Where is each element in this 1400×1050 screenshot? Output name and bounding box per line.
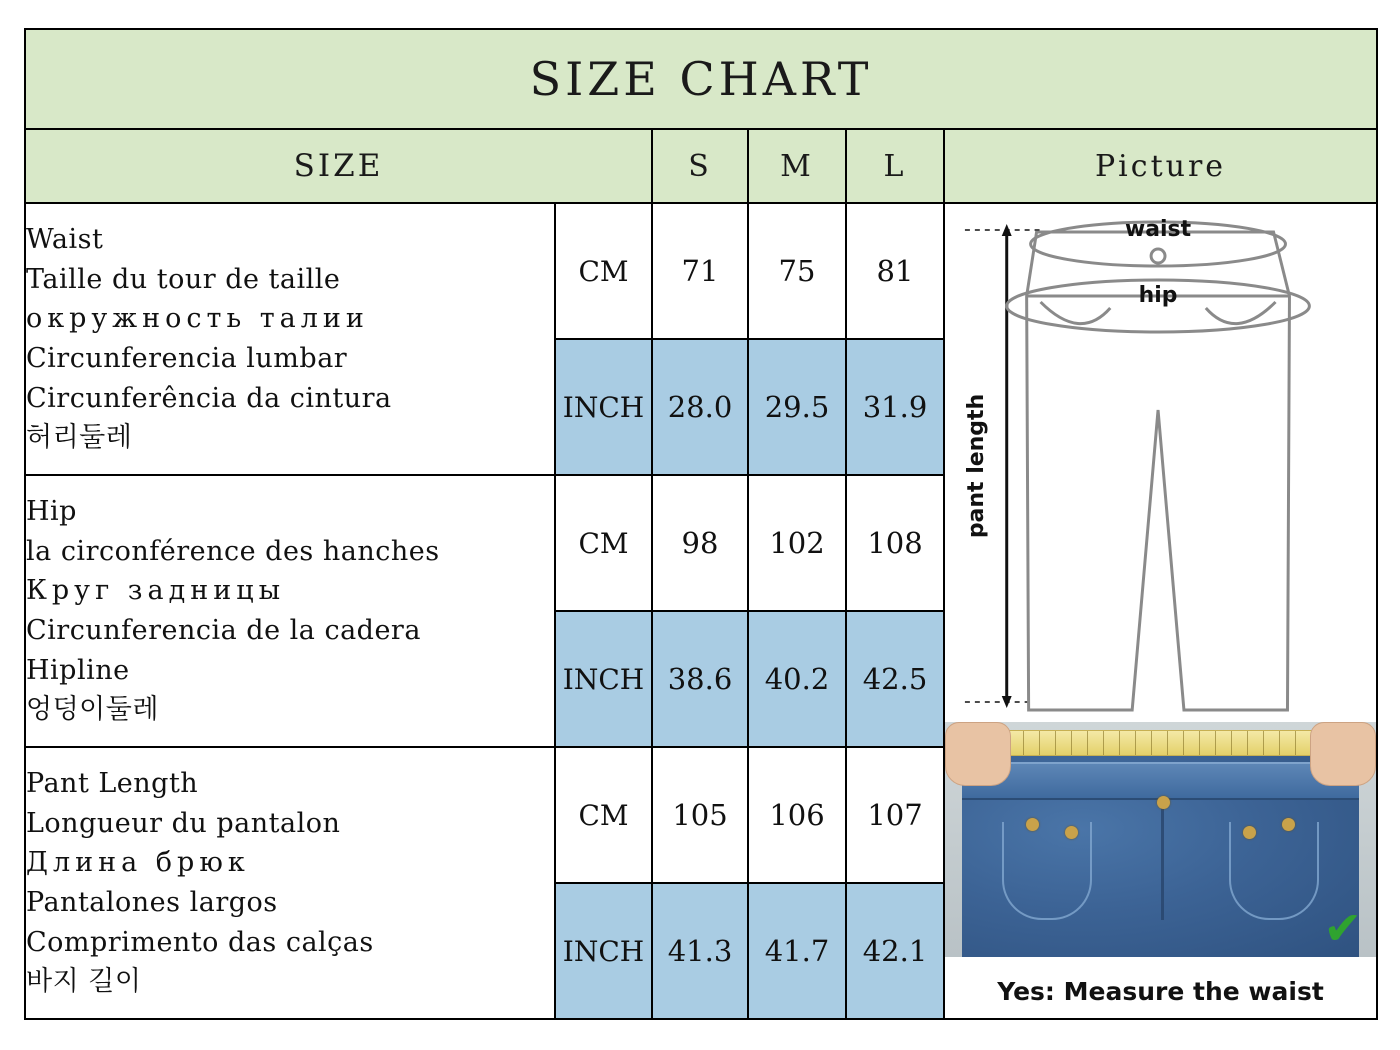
jeans-rivet-right2 bbox=[1243, 826, 1256, 839]
header-row bbox=[25, 129, 1377, 203]
unit-inch: INCH bbox=[555, 339, 652, 475]
photo-caption: Yes: Measure the waist bbox=[997, 977, 1324, 1006]
jeans-photo bbox=[962, 744, 1359, 957]
label-line: Longueur du pantalon bbox=[26, 807, 341, 839]
unit-cm: CM bbox=[555, 475, 652, 611]
label-line: Hip bbox=[26, 495, 77, 527]
label-line: Comprimento das calças bbox=[26, 926, 374, 958]
row-label-pant-length bbox=[25, 747, 555, 1019]
unit-cm: CM bbox=[555, 747, 652, 883]
header-size-m: M bbox=[748, 129, 846, 203]
hand-left bbox=[945, 722, 1011, 786]
picture-cell bbox=[944, 203, 1377, 1019]
check-icon: ✔ bbox=[1323, 901, 1363, 955]
value-cell: 106 bbox=[748, 747, 846, 883]
label-line: 바지 길이 bbox=[26, 966, 142, 998]
label-line: Circunferência da cintura bbox=[26, 382, 392, 414]
value-cell: 107 bbox=[846, 747, 944, 883]
row-label-waist bbox=[25, 203, 555, 475]
value-cell: 41.3 bbox=[652, 883, 748, 1019]
value-cell: 105 bbox=[652, 747, 748, 883]
label-line: Taille du tour de taille bbox=[26, 263, 341, 295]
page-title: SIZE CHART bbox=[25, 29, 1377, 129]
table-row bbox=[25, 203, 1377, 339]
value-cell: 28.0 bbox=[652, 339, 748, 475]
jeans-pocket-right bbox=[1229, 822, 1319, 920]
label-line: Круг задницы bbox=[26, 575, 286, 607]
pants-diagram bbox=[945, 210, 1376, 722]
pant-length-label: pant length bbox=[963, 393, 989, 539]
value-cell: 29.5 bbox=[748, 339, 846, 475]
header-picture: Picture bbox=[944, 129, 1377, 203]
value-cell: 40.2 bbox=[748, 611, 846, 747]
value-cell: 98 bbox=[652, 475, 748, 611]
picture-inner bbox=[945, 210, 1376, 1012]
value-cell: 75 bbox=[748, 203, 846, 339]
label-line: Circunferencia de la cadera bbox=[26, 615, 421, 646]
jeans-fly bbox=[1161, 800, 1164, 920]
unit-cm: CM bbox=[555, 203, 652, 339]
label-line: окружность талии bbox=[26, 303, 369, 335]
label-line: 허리둘레 bbox=[26, 422, 133, 454]
row-label-hip bbox=[25, 475, 555, 747]
value-cell: 38.6 bbox=[652, 611, 748, 747]
unit-inch: INCH bbox=[555, 883, 652, 1019]
label-line: Waist bbox=[26, 223, 104, 255]
label-line: Длина брюк bbox=[26, 847, 250, 879]
value-cell: 41.7 bbox=[748, 883, 846, 1019]
jeans-pocket-left bbox=[1002, 822, 1092, 920]
value-cell: 108 bbox=[846, 475, 944, 611]
label-line: 엉덩이둘레 bbox=[26, 694, 159, 726]
hand-right bbox=[1310, 722, 1376, 786]
waist-label: waist bbox=[1125, 216, 1192, 243]
header-size: SIZE bbox=[25, 129, 652, 203]
tape-ticks bbox=[959, 731, 1364, 755]
value-cell: 81 bbox=[846, 203, 944, 339]
pants-diagram-svg bbox=[945, 210, 1376, 722]
value-cell: 42.5 bbox=[846, 611, 944, 747]
value-cell: 31.9 bbox=[846, 339, 944, 475]
header-size-s: S bbox=[652, 129, 748, 203]
title-row bbox=[25, 29, 1377, 129]
value-cell: 102 bbox=[748, 475, 846, 611]
label-line: Circunferencia lumbar bbox=[26, 343, 348, 374]
value-cell: 42.1 bbox=[846, 883, 944, 1019]
measure-photo bbox=[945, 722, 1376, 1012]
unit-inch: INCH bbox=[555, 611, 652, 747]
photo-image bbox=[945, 722, 1376, 957]
label-line: Pant Length bbox=[26, 767, 199, 799]
jeans-rivet-left bbox=[1026, 818, 1039, 831]
header-size-l: L bbox=[846, 129, 944, 203]
hip-label: hip bbox=[1138, 282, 1178, 309]
label-line: Pantalones largos bbox=[26, 887, 278, 918]
measuring-tape bbox=[958, 730, 1365, 756]
value-cell: 71 bbox=[652, 203, 748, 339]
label-line: la circonférence des hanches bbox=[26, 535, 440, 567]
label-line: Hipline bbox=[26, 654, 130, 686]
jeans-button bbox=[1157, 796, 1170, 809]
size-chart-table bbox=[24, 28, 1378, 1020]
